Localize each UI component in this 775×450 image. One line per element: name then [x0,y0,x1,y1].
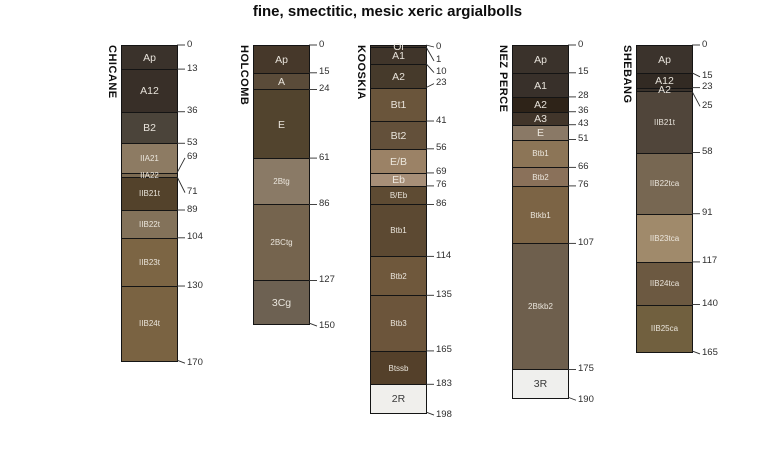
horizon-label: Ap [658,53,671,66]
horizon-label: 2Btkb2 [528,302,553,312]
depth-label: 165 [702,347,718,359]
horizon-layer [371,88,426,122]
horizon-label: Btb1 [390,226,407,236]
depth-tick [177,360,185,363]
horizon-label: IIB24t [139,319,160,329]
horizon-label: Bt1 [390,99,407,112]
depth-label: 66 [578,160,589,172]
horizon-label: Btb1 [532,149,549,159]
horizon-layer [513,73,568,98]
depth-label: 23 [436,77,447,89]
profile-id-label: KOOSKIA [355,45,367,100]
depth-label: 15 [578,66,589,78]
depth-label: 28 [578,90,589,102]
horizon-layer [637,46,692,74]
depth-label: 43 [578,118,589,130]
horizon-layer [371,186,426,206]
depth-label: 175 [578,362,594,374]
horizon-layer [371,149,426,174]
depth-label: 150 [319,319,335,331]
horizon-label: E [277,118,285,131]
depth-tick [692,73,700,77]
horizon-label: A2 [392,70,405,83]
horizon-label: B2 [143,122,156,135]
horizon-layer [637,305,692,352]
depth-label: 51 [578,133,589,145]
horizon-label: A2 [534,99,547,112]
horizon-label: E [536,126,544,139]
depth-tick [692,351,700,354]
depth-label: 86 [436,197,447,209]
profile-id-label: SHEBANG [621,45,633,104]
horizon-label: Btb2 [532,172,549,182]
depth-label: 53 [187,136,198,148]
horizon-label: E/B [390,155,407,168]
depth-tick [177,177,185,193]
horizon-label: IIA21 [140,154,159,164]
depth-tick [568,397,576,400]
horizon-layer [122,112,177,145]
depth-label: 89 [187,203,198,215]
horizon-label: A1 [392,49,405,62]
depth-label: 1 [436,54,442,66]
soil-column [370,40,427,414]
depth-label: 0 [578,38,584,50]
horizon-layer [637,73,692,89]
depth-tick [426,412,434,415]
horizon-label: A12 [140,85,159,98]
horizon-label: A2 [658,84,671,97]
depth-label: 23 [702,81,713,93]
soil-column [636,45,693,353]
depth-label: 114 [436,249,452,261]
horizon-layer [122,69,177,113]
horizon-label: IIB25ca [650,323,679,333]
depth-label: 140 [702,298,718,310]
horizon-layer [513,140,568,169]
horizon-layer [513,97,568,113]
horizon-layer [371,173,426,187]
horizon-layer [513,186,568,244]
horizon-layer [371,351,426,385]
depth-label: 107 [578,236,594,248]
depth-label: 76 [578,179,589,191]
horizon-label: B/Eb [389,191,408,201]
horizon-layer [513,369,568,398]
horizon-layer [513,46,568,74]
horizon-label: 2BCtg [270,238,293,248]
soil-column [253,45,310,325]
horizon-layer [637,262,692,306]
depth-label: 10 [436,66,447,78]
depth-label: 61 [319,151,330,163]
horizon-label: A3 [534,112,547,125]
depth-label: 170 [187,356,203,368]
depth-label: 183 [436,377,452,389]
depth-label: 69 [436,166,447,178]
horizon-label: A [277,75,285,88]
depth-label: 69 [187,151,198,163]
horizon-label: Bt2 [390,129,407,142]
depth-label: 91 [702,207,713,219]
horizon-layer [637,153,692,215]
depth-label: 71 [187,186,198,198]
depth-label: 104 [187,231,203,243]
horizon-layer [637,214,692,263]
horizon-label: Btssb [388,363,409,373]
depth-label: 56 [436,142,447,154]
horizon-label: 3R [533,378,548,391]
horizon-label: Btkb1 [530,210,551,220]
depth-label: 0 [436,40,442,52]
horizon-layer [254,204,309,281]
depth-label: 25 [702,99,713,111]
horizon-layer [513,112,568,126]
depth-label: 198 [436,408,452,420]
horizon-label: IIB22t [139,219,160,229]
depth-tick [309,323,317,326]
plot-title: fine, smectitic, mesic xeric argialbolls [252,3,523,20]
horizon-layer [371,64,426,89]
horizon-layer [371,295,426,352]
depth-label: 0 [319,38,325,50]
horizon-layer [513,125,568,141]
depth-label: 58 [702,146,713,158]
horizon-label: IIB23tca [649,233,680,243]
depth-tick [177,158,185,173]
horizon-label: 2Btg [273,177,290,187]
horizon-label: Oi [393,40,404,53]
depth-label: 135 [436,288,452,300]
depth-label: 13 [187,62,198,74]
depth-axis [177,20,189,385]
soil-column [121,45,178,362]
depth-label: 86 [319,197,330,209]
horizon-label: IIB22tca [649,179,680,189]
depth-label: 15 [702,70,713,82]
horizon-layer [371,256,426,296]
horizon-label: A12 [655,74,674,87]
depth-label: 24 [319,82,330,94]
depth-label: 36 [187,105,198,117]
depth-label: 36 [578,105,589,117]
depth-label: 0 [702,38,708,50]
horizon-label: 3Cg [271,296,292,309]
depth-label: 0 [187,38,193,50]
horizon-label: Ap [534,53,547,66]
horizon-layer [254,46,309,74]
horizon-layer [122,46,177,70]
horizon-label: Btb3 [390,319,407,329]
horizon-label: IIA22 [140,170,159,180]
horizon-layer [637,91,692,153]
horizon-layer [371,384,426,413]
depth-label: 165 [436,344,452,356]
horizon-layer [122,177,177,211]
horizon-label: Ap [275,53,288,66]
horizon-layer [122,143,177,174]
horizon-layer [371,47,426,65]
depth-tick [692,91,700,106]
profile-id-label: NEZ PERCE [497,45,509,113]
profile-id-label: CHICANE [106,45,118,99]
depth-label: 127 [319,273,335,285]
horizon-label: Btb2 [390,271,407,281]
horizon-layer [122,238,177,287]
depth-tick [426,64,434,73]
horizon-layer [254,158,309,205]
profile-id-label: HOLCOMB [238,45,250,106]
horizon-label: IIB21t [139,189,160,199]
horizon-layer [122,210,177,239]
horizon-label: IIB23t [139,257,160,267]
depth-axis [568,20,580,422]
depth-label: 117 [702,255,718,267]
horizon-layer [254,73,309,91]
depth-tick [426,45,434,47]
depth-label: 41 [436,114,447,126]
horizon-label: IIB24tca [649,279,680,289]
depth-label: 76 [436,179,447,191]
horizon-layer [371,121,426,150]
soil-column [512,45,569,399]
horizon-layer [371,204,426,257]
horizon-label: A1 [534,79,547,92]
horizon-layer [513,167,568,187]
horizon-label: Eb [392,174,405,187]
horizon-layer [254,280,309,324]
depth-label: 190 [578,393,594,405]
horizon-label: Ap [143,51,156,64]
depth-tick [426,47,434,61]
depth-label: 130 [187,279,203,291]
horizon-label: 2R [391,392,406,405]
depth-tick [426,84,434,88]
horizon-layer [254,89,309,159]
horizon-label: IIB21t [654,117,675,127]
depth-label: 15 [319,66,330,78]
horizon-layer [122,286,177,361]
horizon-layer [513,243,568,370]
